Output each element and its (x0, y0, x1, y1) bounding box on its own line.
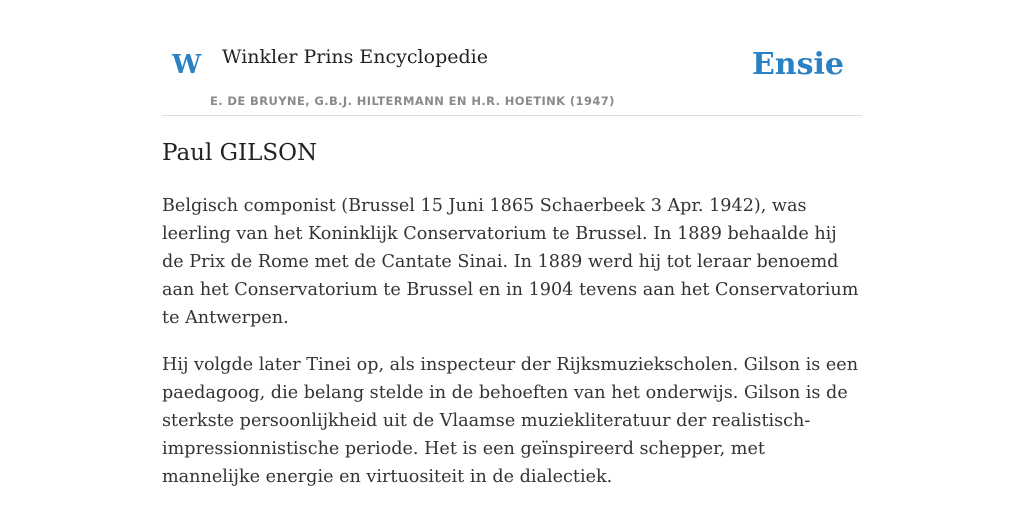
publication-logo: W (172, 50, 202, 80)
entry-paragraph-2: Hij volgde later Tinei op, als inspecteur der Rijksmuziekscholen. Gilson is een paedagoog, die belang stelde in de behoeften van het onderwijs. Gilson is de sterkste persoonlijkheid uit de Vlaamse muziekliteratuur der realistisch-impressionnistische periode. Het is een geïnspireerd schepper, met mannelijke energie en virtuositeit in de dialectiek. (162, 355, 859, 487)
publication-header (162, 0, 862, 116)
publication-title[interactable]: Winkler Prins Encyclopedie (222, 46, 488, 68)
entry-paragraph-1: Belgisch componist (Brussel 15 Juni 1865 Schaerbeek 3 Apr. 1942), was leerling van het Koninklijk Conservatorium te Brussel. In 1889 behaalde hij de Prix de Rome met de Cantate Sinai. In 1889 werd hij tot leraar benoemd aan het Conservatorium te Brussel en in 1904 tevens aan het Conservatorium te Antwerpen. (162, 196, 859, 328)
ensie-logo-link[interactable]: Ensie (751, 47, 844, 82)
entry-title: Paul GILSON (162, 140, 318, 166)
publication-authors: E. DE BRUYNE, G.B.J. HILTERMANN EN H.R. HOETINK (1947) (210, 94, 615, 108)
entry-card (162, 0, 862, 512)
